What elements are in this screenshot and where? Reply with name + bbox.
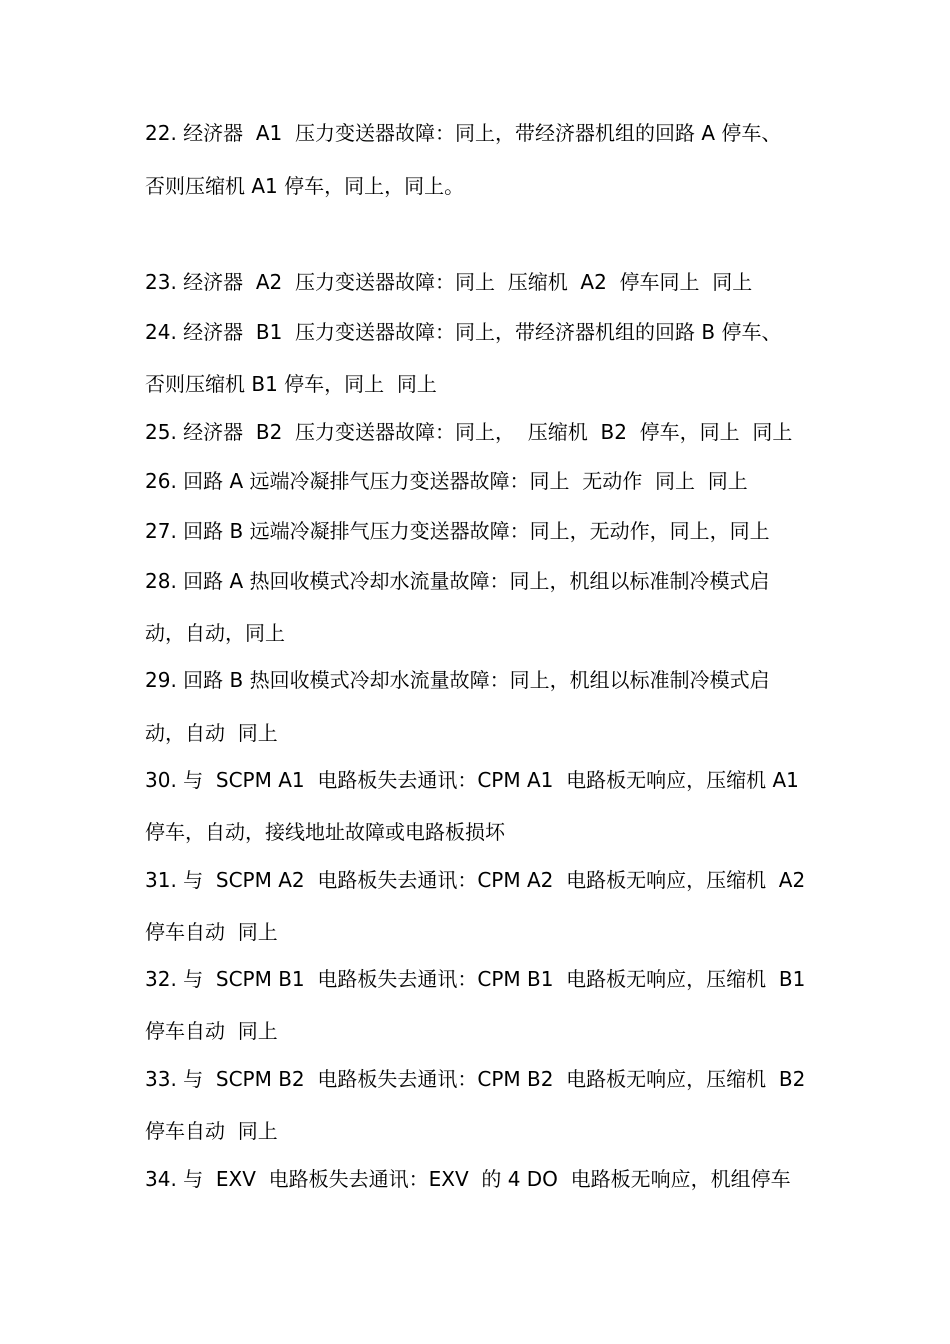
text-line: 停车自动 同上 xyxy=(145,920,278,944)
text-line: 24. 经济器 B1 压力变送器故障：同上，带经济器机组的回路 B 停车、 xyxy=(145,320,782,344)
text-line: 停车自动 同上 xyxy=(145,1119,278,1143)
text-line: 34. 与 EXV 电路板失去通讯：EXV 的 4 DO 电路板无响应，机组停车 xyxy=(145,1167,791,1191)
text-line: 25. 经济器 B2 压力变送器故障：同上， 压缩机 B2 停车，同上 同上 xyxy=(145,420,793,444)
text-line: 31. 与 SCPM A2 电路板失去通讯：CPM A2 电路板无响应，压缩机 A2 xyxy=(145,868,806,892)
text-line: 30. 与 SCPM A1 电路板失去通讯：CPM A1 电路板无响应，压缩机 A1 xyxy=(145,768,799,792)
text-line: 32. 与 SCPM B1 电路板失去通讯：CPM B1 电路板无响应，压缩机 B1 xyxy=(145,967,806,991)
text-line: 停车，自动，接线地址故障或电路板损坏 xyxy=(145,820,505,844)
text-line: 否则压缩机 A1 停车，同上，同上。 xyxy=(145,174,465,198)
text-line: 27. 回路 B 远端冷凝排气压力变送器故障：同上，无动作，同上，同上 xyxy=(145,519,770,543)
text-line: 28. 回路 A 热回收模式冷却水流量故障：同上，机组以标准制冷模式启 xyxy=(145,569,770,593)
text-line: 22. 经济器 A1 压力变送器故障：同上，带经济器机组的回路 A 停车、 xyxy=(145,121,782,145)
text-line: 29. 回路 B 热回收模式冷却水流量故障：同上，机组以标准制冷模式启 xyxy=(145,668,770,692)
text-line: 26. 回路 A 远端冷凝排气压力变送器故障：同上 无动作 同上 同上 xyxy=(145,469,748,493)
text-line: 23. 经济器 A2 压力变送器故障：同上 压缩机 A2 停车同上 同上 xyxy=(145,270,753,294)
text-line: 动，自动 同上 xyxy=(145,721,278,745)
text-line: 停车自动 同上 xyxy=(145,1019,278,1043)
text-line: 否则压缩机 B1 停车，同上 同上 xyxy=(145,372,437,396)
text-line: 33. 与 SCPM B2 电路板失去通讯：CPM B2 电路板无响应，压缩机 B2 xyxy=(145,1067,806,1091)
text-line: 动，自动，同上 xyxy=(145,621,285,645)
